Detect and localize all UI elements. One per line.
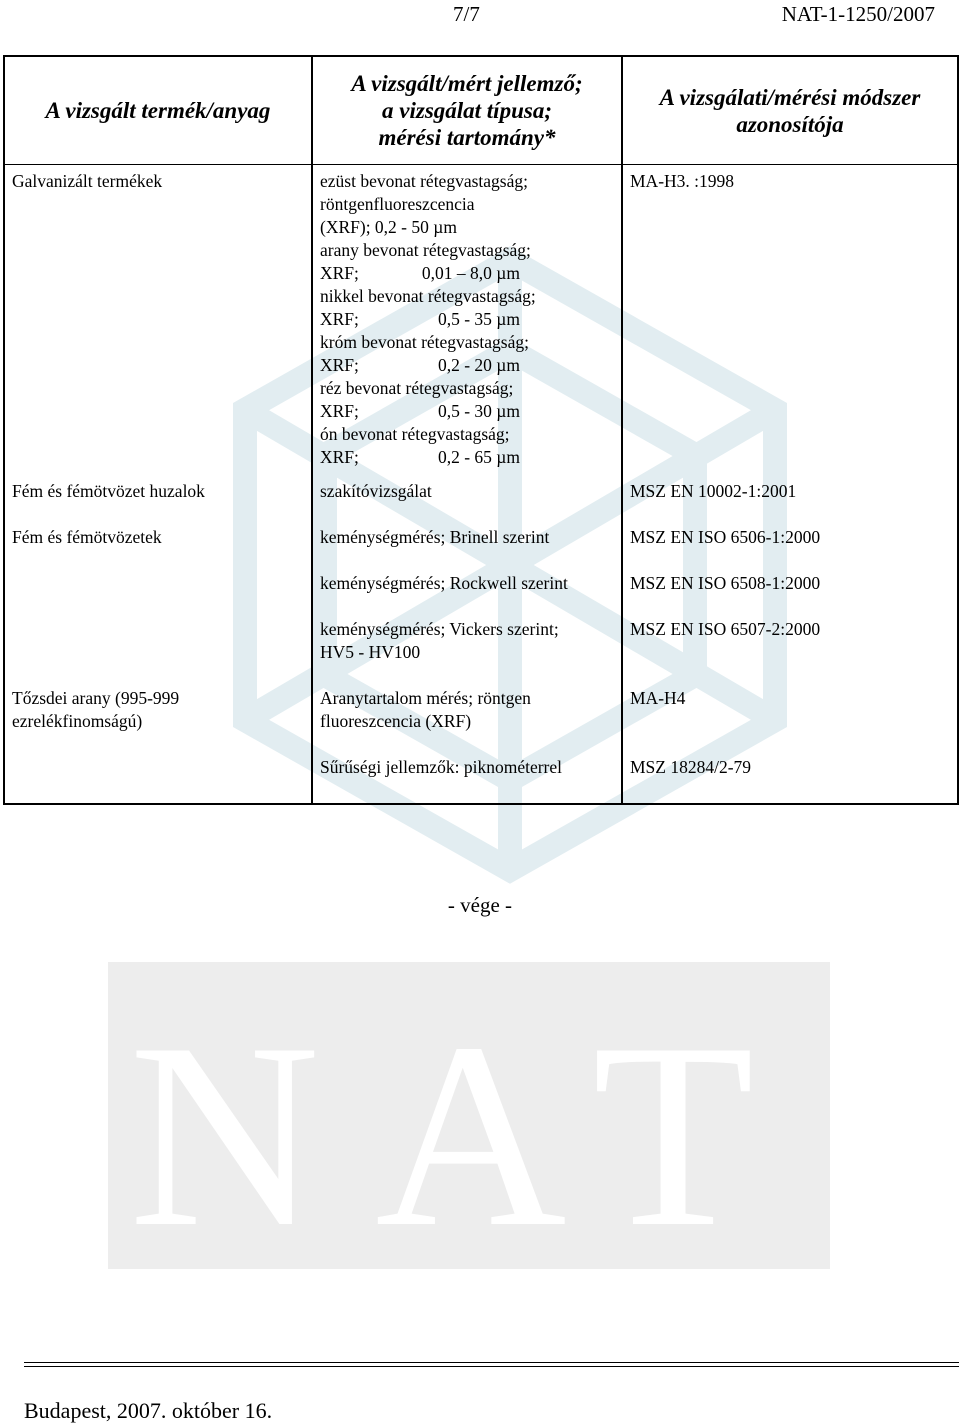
method-cell: MA-H3. :1998	[622, 165, 958, 470]
watermark-logo	[108, 962, 830, 1269]
product-cell: Fém és fémötvözetek	[4, 503, 312, 549]
product-cell	[4, 595, 312, 664]
end-mark: - vége -	[447, 893, 513, 917]
test-cell: keménységmérés; Brinell szerint	[312, 503, 622, 549]
table-row	[4, 595, 958, 664]
table-row	[4, 549, 958, 595]
test-cell: keménységmérés; Rockwell szerint	[312, 549, 622, 595]
method-cell: MSZ EN ISO 6507-2:2000	[622, 595, 958, 664]
test-cell: Aranytartalom mérés; röntgen fluoreszcencia (XRF)	[312, 664, 622, 733]
product-cell: Galvanizált termékek	[4, 165, 312, 470]
table-row	[4, 469, 958, 503]
table-row	[4, 733, 958, 804]
accreditation-table	[3, 55, 959, 805]
footer-divider	[24, 1362, 959, 1363]
header-product: A vizsgált termék/anyag	[4, 56, 312, 165]
footer-place-date: Budapest, 2007. október 16.	[24, 1398, 273, 1423]
test-cell: ezüst bevonat rétegvastagság; röntgenfluoreszcencia (XRF); 0,2 - 50 µm arany bevonat rétegvastagság; XRF; 0,01 – 8,0 µm nikkel bevonat rétegvastagság; XRF; 0,5 - 35 µm króm bevonat rétegvastagság; XRF; 0,2 - 20 µm réz bevonat rétegvastagság; XRF; 0,5 - 30 µm ón bevonat rétegvastagság; XRF; 0,2 - 65 µm	[312, 165, 622, 470]
table-row	[4, 165, 958, 470]
document-id: NAT-1-1250/2007	[781, 2, 935, 26]
header-method: A vizsgálati/mérési módszer azonosítója	[622, 56, 958, 165]
footer-divider	[24, 1366, 959, 1367]
test-cell: szakítóvizsgálat	[312, 469, 622, 503]
table-row	[4, 664, 958, 733]
method-cell: MSZ EN ISO 6506-1:2000	[622, 503, 958, 549]
method-cell: MSZ 18284/2-79	[622, 733, 958, 804]
product-cell	[4, 733, 312, 804]
watermark-text: NAT	[128, 989, 810, 1269]
product-cell: Fém és fémötvözet huzalok	[4, 469, 312, 503]
test-cell: Sűrűségi jellemzők: piknométerrel	[312, 733, 622, 804]
product-cell: Tőzsdei arany (995-999 ezrelékfinomságú)	[4, 664, 312, 733]
method-cell: MA-H4	[622, 664, 958, 733]
table-row	[4, 503, 958, 549]
header-test: A vizsgált/mért jellemző; a vizsgálat típusa; mérési tartomány*	[312, 56, 622, 165]
page-number: 7/7	[453, 2, 480, 26]
method-cell: MSZ EN 10002-1:2001	[622, 469, 958, 503]
test-cell: keménységmérés; Vickers szerint; HV5 - HV100	[312, 595, 622, 664]
method-cell: MSZ EN ISO 6508-1:2000	[622, 549, 958, 595]
product-cell	[4, 549, 312, 595]
